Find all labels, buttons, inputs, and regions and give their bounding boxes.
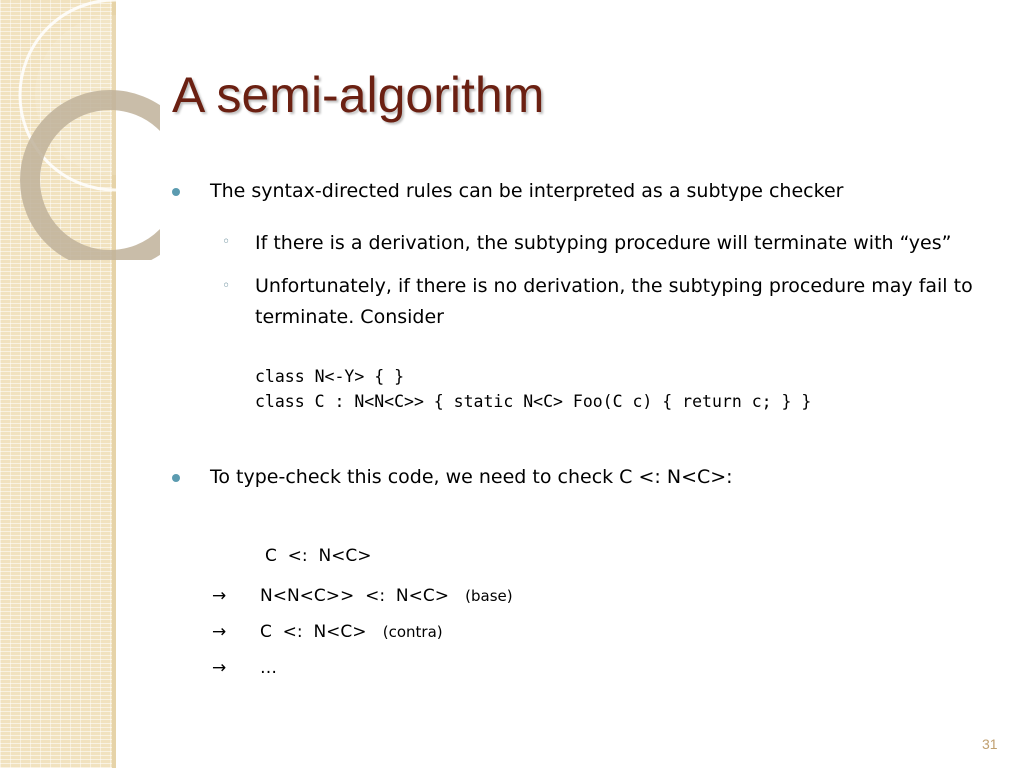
subbullet-1-text: If there is a derivation, the subtyping procedure will terminate with “yes” <box>255 232 952 254</box>
derivation-step-expr: N<N<C>> <: N<C> <box>260 586 449 606</box>
bullet-dot <box>172 474 180 482</box>
derivation-step-note: (base) <box>465 587 513 605</box>
decorative-circles <box>0 0 160 260</box>
subbullet-2-line2: terminate. Consider <box>255 306 444 328</box>
derivation-step-1 <box>260 586 513 606</box>
page-number: 31 <box>982 736 998 752</box>
bullet-dot <box>172 188 180 196</box>
bullet-1-text: The syntax-directed rules can be interpreted as a subtype checker <box>210 180 844 202</box>
derivation-step-2 <box>260 622 443 642</box>
derivation-step-3: … <box>260 658 277 678</box>
subbullet-marker: ◦ <box>222 278 231 294</box>
subbullet-2-line1: Unfortunately, if there is no derivation, the subtyping procedure may fail to <box>255 275 973 297</box>
subbullet-marker: ◦ <box>222 234 231 250</box>
code-line-2: class C : N<N<C>> { static N<C> Foo(C c) { return c; } } <box>255 392 812 411</box>
derivation-start: C <: N<C> <box>265 546 372 566</box>
derivation-step-note: (contra) <box>382 623 443 641</box>
code-line-1: class N<-Y> { } <box>255 367 405 386</box>
arrow-icon: → <box>212 586 227 606</box>
derivation-step-expr: C <: N<C> <box>260 622 367 642</box>
bullet-2-text: To type-check this code, we need to check C <: N<C>: <box>210 466 733 488</box>
slide-title: A semi-algorithm <box>172 67 545 123</box>
arrow-icon: → <box>212 658 227 678</box>
arrow-icon: → <box>212 622 227 642</box>
